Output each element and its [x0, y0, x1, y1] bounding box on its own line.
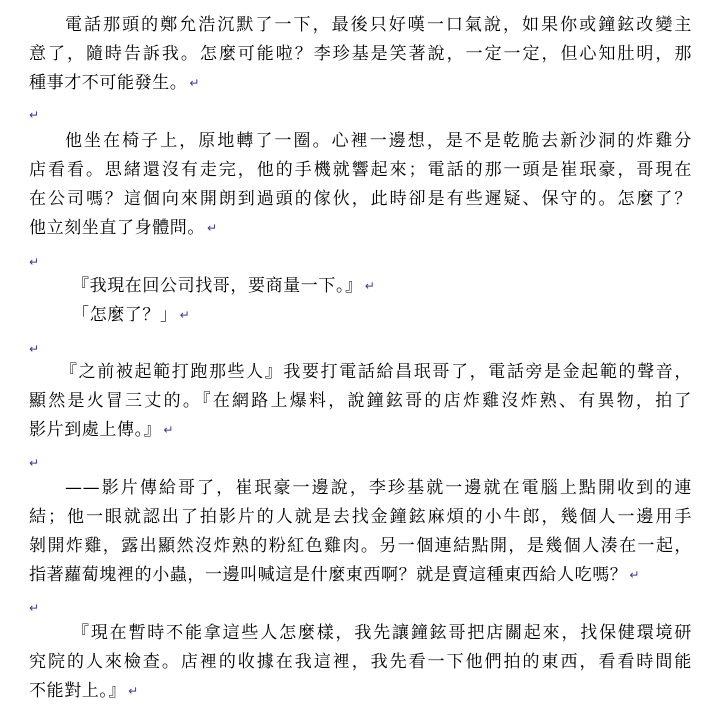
paragraph-line: 究院的人來檢查。店裡的收據在我這裡，我先看一下他們拍的東西，看看時間能 [29, 652, 692, 672]
paragraph-line: ——影片傳給哥了，崔珉豪一邊說，李珍基就一邊就在電腦上點開收到的連 [65, 478, 692, 498]
paragraph-line: 結；他一眼就認出了拍影片的人就是去找金鐘鉉麻煩的小牛郎，幾個人一邊用手 [29, 507, 692, 527]
paragraph-line: 在公司嗎？這個向來開朗到過頭的傢伙，此時卻是有些遲疑、保守的。怎麼了？ [29, 189, 692, 209]
paragraph-mark-icon: ↵ [629, 568, 641, 582]
paragraph-mark-icon: ↵ [29, 456, 40, 470]
paragraph-line: 意了，隨時告訴我。怎麼可能啦？李珍基是笑著說，一定一定，但心知肚明，那 [29, 44, 692, 64]
paragraph-line: 顯然是火冒三丈的。『在網路上爆料，說鐘鉉哥的店炸雞沒炸熟、有異物，拍了 [29, 391, 692, 411]
paragraph-mark-icon: ↵ [364, 279, 376, 293]
paragraph-line: 影片到處上傳。』 ↵ [29, 420, 174, 440]
paragraph-line: 指著蘿蔔塊裡的小蟲，一邊叫喊這是什麼東西啊？就是賣這種東西給人吃嗎？ ↵ [29, 565, 641, 585]
paragraph-mark-icon: ↵ [128, 684, 139, 698]
empty-paragraph [29, 452, 39, 471]
paragraph-mark-icon: ↵ [29, 342, 40, 356]
empty-paragraph [29, 597, 39, 616]
paragraph-mark-icon: ↵ [29, 255, 40, 269]
paragraph-line: 他坐在椅子上，原地轉了一圈。心裡一邊想，是不是乾脆去新沙洞的炸雞分 [65, 131, 692, 151]
paragraph-line: 種事才不可能發生。 ↵ [29, 73, 201, 93]
paragraph-line: 『之前被起範打跑那些人』我要打電話給昌珉哥了，電話旁是金起範的聲音， [60, 362, 692, 382]
paragraph-line: 不能對上。』 ↵ [29, 681, 139, 701]
paragraph-mark-icon: ↵ [207, 221, 218, 235]
paragraph-line: 「怎麼了？」 ↵ [72, 305, 191, 325]
paragraph-mark-icon: ↵ [189, 76, 201, 90]
paragraph-mark-icon: ↵ [179, 308, 191, 322]
paragraph-line: 電話那頭的鄭允浩沉默了一下，最後只好嘆一口氣說，如果你或鐘鉉改變主 [65, 15, 692, 35]
paragraph-line: 『現在暫時不能拿這些人怎麼樣，我先讓鐘鉉哥把店關起來，找保健環境研 [72, 623, 692, 643]
paragraph-line: 他立刻坐直了身體問。 ↵ [29, 218, 218, 238]
paragraph-mark-icon: ↵ [29, 601, 40, 615]
empty-paragraph [29, 251, 39, 270]
paragraph-line: 剝開炸雞，露出顯然沒炸熟的粉紅色雞肉。另一個連結點開，是幾個人湊在一起， [29, 536, 692, 556]
paragraph-line: 『我現在回公司找哥，要商量一下。』 ↵ [72, 276, 376, 296]
empty-paragraph [29, 338, 39, 357]
paragraph-mark-icon: ↵ [163, 423, 174, 437]
paragraph-mark-icon: ↵ [29, 108, 40, 122]
paragraph-line: 店看看。思緒還沒有走完，他的手機就響起來；電話的那一頭是崔珉豪，哥現在 [29, 160, 692, 180]
empty-paragraph [29, 104, 39, 123]
